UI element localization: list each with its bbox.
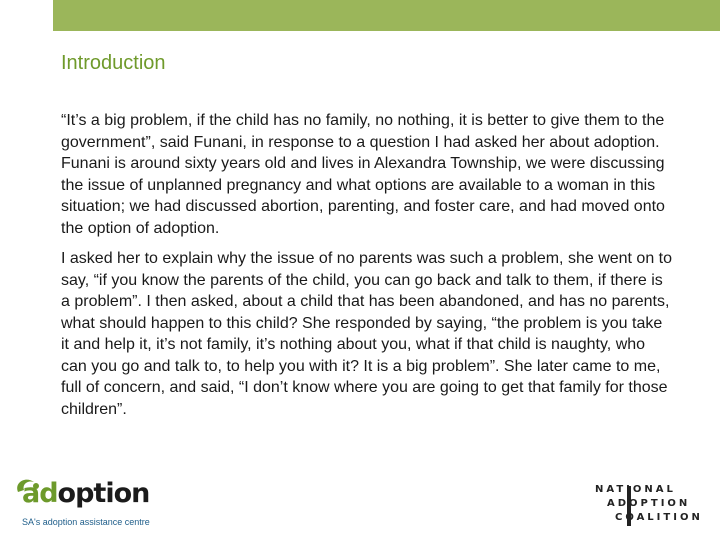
adoption-logo [12, 474, 162, 534]
logo-word-option: option [57, 478, 150, 509]
paragraph-2: I asked her to explain why the issue of no parents was such a problem, she went on to say, “if you know the parents of the child, you can go back and talk to them, if there is a problem”. I then asked, about a child that has been abandoned, and has no parents, what should happen to this child? She responded by saying, “the problem is you take it and help it, it’s not family, it’s nothing about you, what if that child is naughty, who can you go and talk to, to help you with it? It is a big problem”. She later came to me, full of concern, and said, “I don’t know where you are going to get that family for those children”. [61, 250, 673, 418]
adoption-logo-word [22, 478, 149, 509]
adoption-logo-tagline: SA's adoption assistance centre [22, 517, 150, 527]
nac-line-2: ADOPTION [607, 498, 691, 509]
nac-line-1: NATIONAL [595, 484, 676, 495]
paragraph-1: “It’s a big problem, if the child has no family, no nothing, it is better to give them to the government”, said Funani, in response to a question I had asked her about adoption. Funani is around sixty years old and lives in Alexandra Township, we were discussing the issue of unplanned pregnancy and what options are available to a woman in this situation; we had discussed abortion, parenting, and foster care, and had moved onto the option of adoption. [61, 112, 665, 237]
body-text [61, 110, 673, 429]
nac-logo [595, 480, 705, 530]
header-band [53, 0, 720, 31]
logo-word-ad: ad [22, 478, 58, 509]
slide-title: Introduction [61, 52, 166, 74]
nac-line-3: COALITION [615, 512, 703, 523]
